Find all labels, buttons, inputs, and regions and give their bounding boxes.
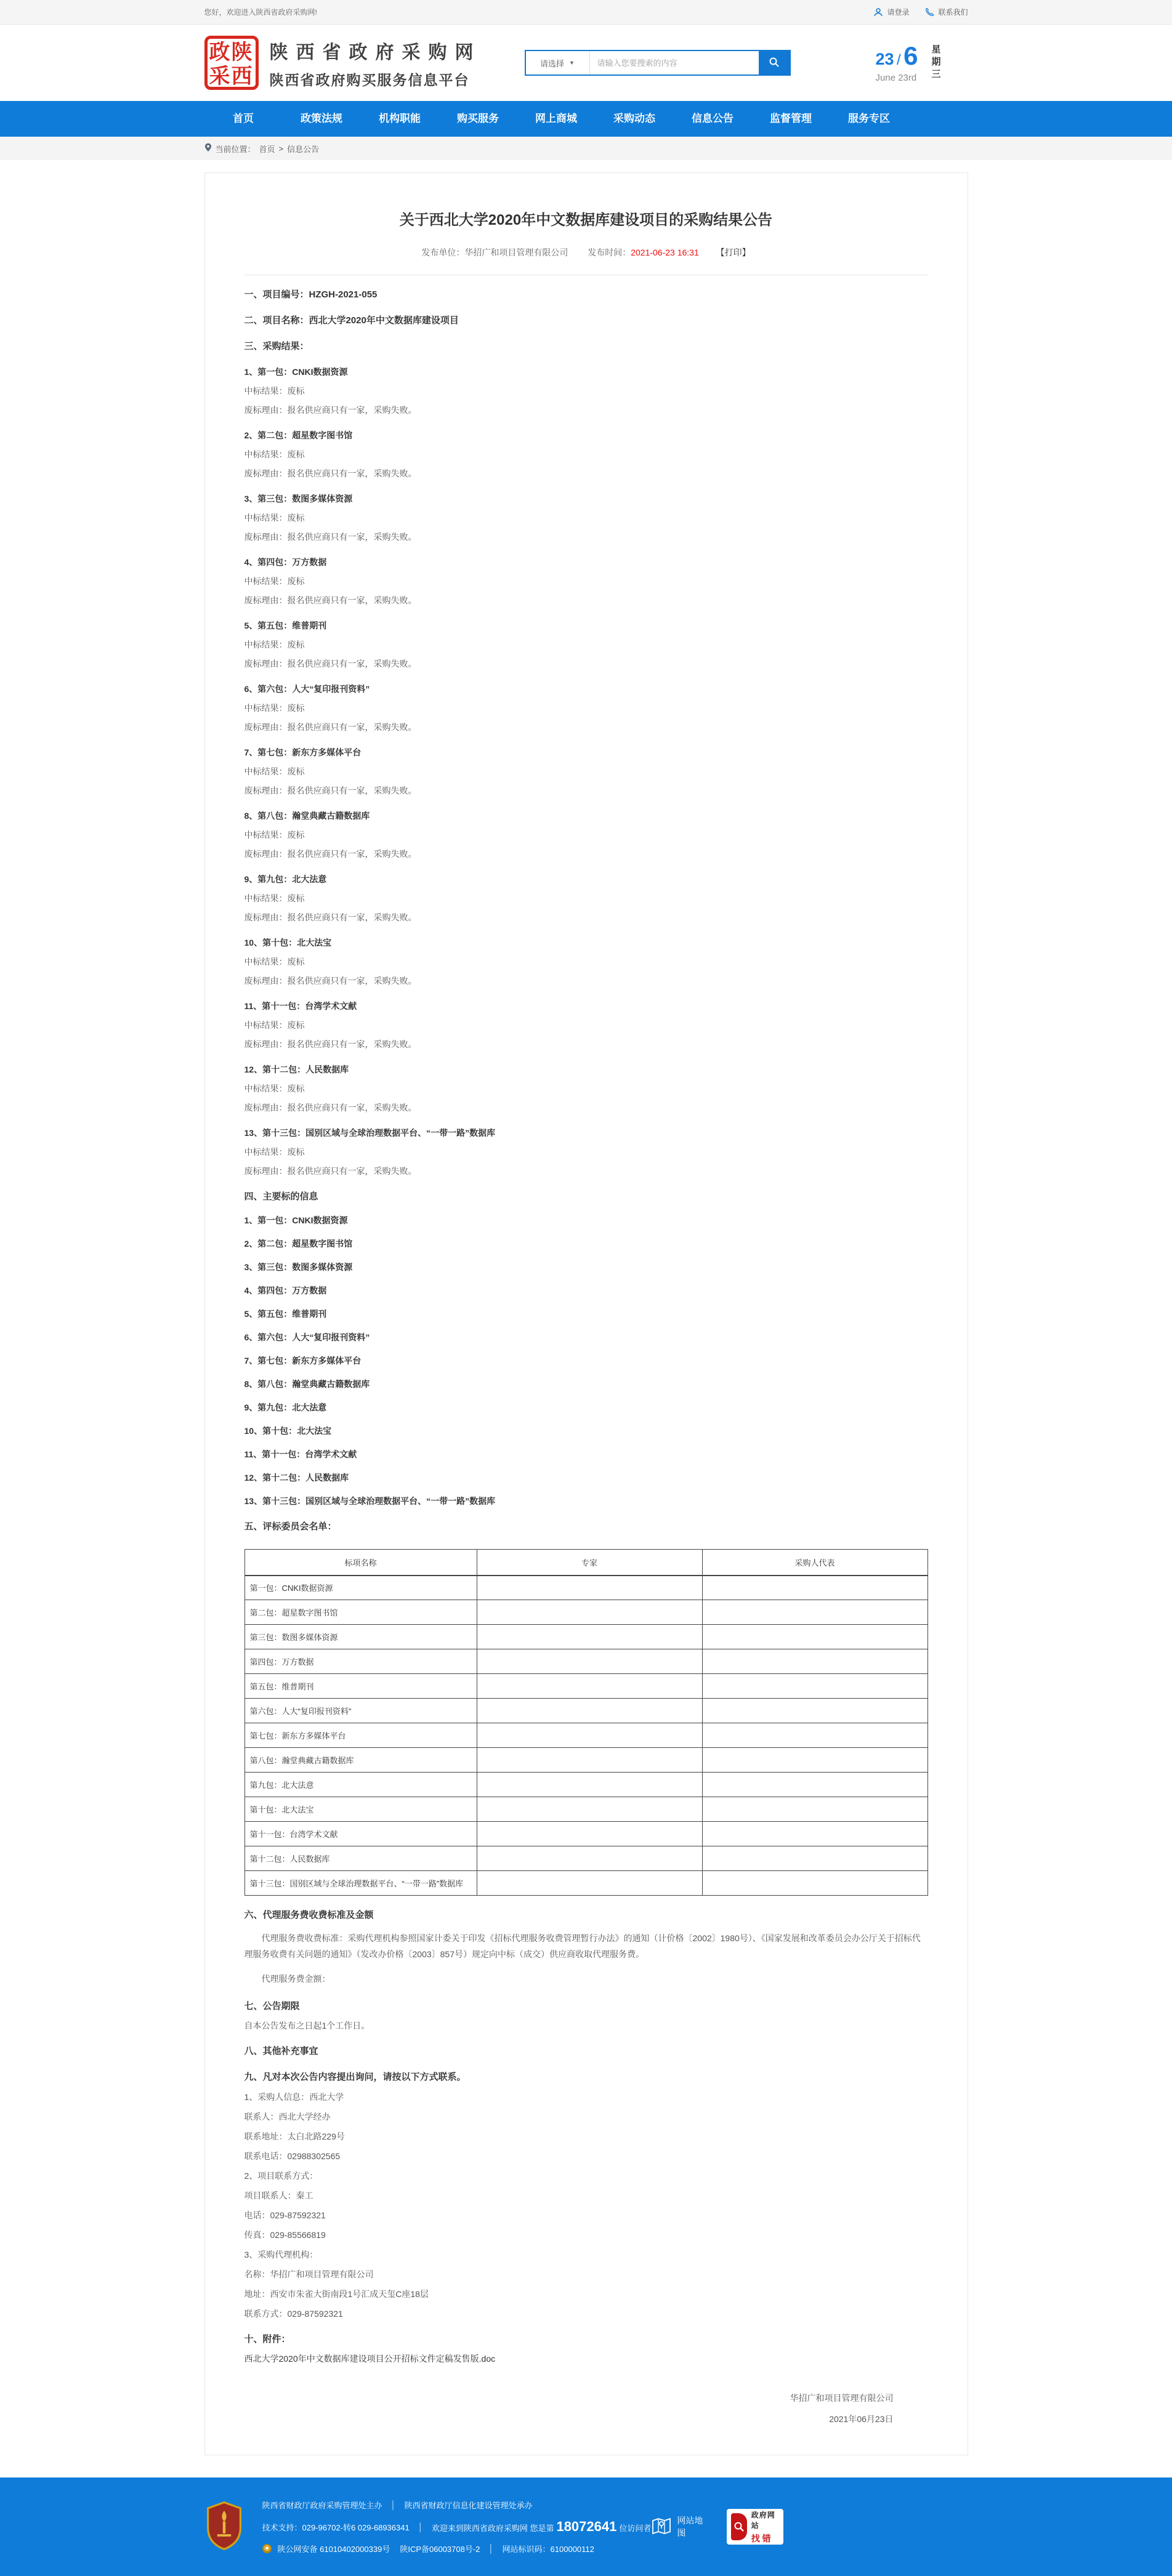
contact-link[interactable]: 联系我们 bbox=[925, 7, 968, 17]
cell-purchaser-rep bbox=[702, 1871, 927, 1896]
bid-reason-line: 废标理由：报名供应商只有一家，采购失败。 bbox=[244, 532, 417, 542]
cell-purchaser-rep bbox=[702, 1625, 927, 1649]
cell-purchaser-rep bbox=[702, 1748, 927, 1773]
bid-result-line: 中标结果：废标 bbox=[244, 1084, 305, 1093]
package-title: 2、第二包：超星数字图书馆 bbox=[244, 430, 353, 440]
footer-tech-support: 技术支持：029-96702-转6 029-68936341 bbox=[262, 2522, 410, 2532]
section-9-heading: 九、凡对本次公告内容提出询问，请按以下方式联系。 bbox=[244, 2072, 466, 2082]
date-widget: 23 / 6 June 23rd 星期三 bbox=[875, 41, 941, 83]
contact-line: 联系人：西北大学经办 bbox=[244, 2112, 331, 2122]
package-title: 13、第十三包：国别区域与全球治理数据平台、“一带一路”数据库 bbox=[244, 1128, 496, 1138]
footer-visitor-text: 欢迎来到陕西省政府采购网 您是第 18072641 位访问者 bbox=[431, 2519, 652, 2534]
cell-item-name: 第八包：瀚堂典藏古籍数据库 bbox=[245, 1748, 477, 1773]
date-english: June 23rd bbox=[875, 72, 917, 83]
bid-reason-line: 废标理由：报名供应商只有一家，采购失败。 bbox=[244, 849, 417, 859]
bid-reason-line: 废标理由：报名供应商只有一家，采购失败。 bbox=[244, 405, 417, 415]
section-8-heading: 八、其他补充事宜 bbox=[244, 2046, 318, 2056]
bid-reason-line: 废标理由：报名供应商只有一家，采购失败。 bbox=[244, 976, 417, 986]
bid-reason-line: 废标理由：报名供应商只有一家，采购失败。 bbox=[244, 595, 417, 605]
subject-item: 12、第十二包：人民数据库 bbox=[244, 1473, 349, 1483]
search-bar bbox=[525, 50, 791, 76]
cell-item-name: 第一包：CNKI数据资源 bbox=[245, 1576, 477, 1600]
bid-result-line: 中标结果：废标 bbox=[244, 640, 305, 650]
cell-item-name: 第十二包：人民数据库 bbox=[245, 1846, 477, 1871]
bid-reason-line: 废标理由：报名供应商只有一家，采购失败。 bbox=[244, 469, 417, 478]
package-title: 3、第三包：数图多媒体资源 bbox=[244, 494, 353, 504]
weekday-label: 星期三 bbox=[930, 44, 941, 81]
search-input[interactable] bbox=[590, 51, 759, 74]
bid-result-line: 中标结果：废标 bbox=[244, 830, 305, 840]
contact-line: 3、采购代理机构： bbox=[244, 2250, 318, 2260]
contact-line: 联系电话：02988302565 bbox=[244, 2151, 341, 2161]
col-header-expert: 专家 bbox=[477, 1550, 702, 1576]
cell-item-name: 第三包：数图多媒体资源 bbox=[245, 1625, 477, 1649]
location-pin-icon bbox=[204, 143, 212, 154]
cell-item-name: 第二包：超星数字图书馆 bbox=[245, 1600, 477, 1625]
section-10-heading: 十、附件： bbox=[244, 2334, 291, 2345]
table-row bbox=[245, 1600, 927, 1625]
signature-block bbox=[245, 2392, 928, 2425]
bid-reason-line: 废标理由：报名供应商只有一家，采购失败。 bbox=[244, 912, 417, 922]
bid-reason-line: 废标理由：报名供应商只有一家，采购失败。 bbox=[244, 722, 417, 732]
col-header-item-name: 标项名称 bbox=[245, 1550, 477, 1576]
subject-item: 10、第十包：北大法宝 bbox=[244, 1426, 332, 1436]
cell-expert bbox=[477, 1797, 702, 1822]
package-title: 7、第七包：新东方多媒体平台 bbox=[244, 747, 362, 757]
nav-item[interactable]: 机构职能 bbox=[379, 113, 421, 124]
phone-icon bbox=[925, 7, 934, 17]
subject-item: 1、第一包：CNKI数据资源 bbox=[244, 1215, 348, 1225]
package-title: 8、第八包：瀚堂典藏古籍数据库 bbox=[244, 811, 370, 821]
bid-reason-line: 废标理由：报名供应商只有一家，采购失败。 bbox=[244, 786, 417, 795]
bid-reason-line: 废标理由：报名供应商只有一家，采购失败。 bbox=[244, 1103, 417, 1113]
site-logo[interactable] bbox=[204, 36, 482, 90]
nav-item[interactable]: 首页 bbox=[233, 113, 254, 124]
notice-period: 自本公告发布之日起1个工作日。 bbox=[244, 2021, 370, 2031]
government-shield-icon bbox=[204, 2501, 244, 2553]
breadcrumb-home[interactable]: 首页 bbox=[259, 144, 275, 154]
contact-line: 联系地址：太白北路229号 bbox=[244, 2131, 345, 2141]
site-identification-code: 网站标识码：6100000112 bbox=[502, 2545, 594, 2554]
contact-line: 联系方式：029-87592321 bbox=[244, 2309, 343, 2319]
subject-item: 8、第八包：瀚堂典藏古籍数据库 bbox=[244, 1379, 370, 1389]
cell-expert bbox=[477, 1600, 702, 1625]
user-icon bbox=[873, 7, 883, 17]
bid-result-line: 中标结果：废标 bbox=[244, 449, 305, 459]
table-row bbox=[245, 1699, 927, 1723]
cell-purchaser-rep bbox=[702, 1576, 927, 1600]
cell-item-name: 第九包：北大法意 bbox=[245, 1773, 477, 1797]
logo-seal-icon: 政陕 采西 bbox=[204, 36, 259, 90]
footer-sponsor: 陕西省财政厅政府采购管理处主办 bbox=[262, 2501, 382, 2510]
top-utility-bar bbox=[0, 0, 1172, 25]
table-row bbox=[245, 1625, 927, 1649]
cell-purchaser-rep bbox=[702, 1846, 927, 1871]
package-title: 10、第十包：北大法宝 bbox=[244, 938, 332, 948]
map-icon bbox=[651, 2516, 672, 2538]
cell-item-name: 第六包：人大“复印报刊资料” bbox=[245, 1699, 477, 1723]
cell-item-name: 第五包：维普期刊 bbox=[245, 1674, 477, 1699]
bid-result-line: 中标结果：废标 bbox=[244, 1020, 305, 1030]
contact-line: 电话：029-87592321 bbox=[244, 2210, 326, 2220]
bid-result-line: 中标结果：废标 bbox=[244, 386, 305, 396]
section-4-heading: 四、主要标的信息 bbox=[244, 1191, 318, 1202]
bid-result-line: 中标结果：废标 bbox=[244, 767, 305, 776]
site-subtitle: 陕西省政府购买服务信息平台 bbox=[269, 71, 470, 88]
search-button[interactable] bbox=[759, 51, 790, 74]
contact-line: 名称：华招广和项目管理有限公司 bbox=[244, 2269, 374, 2279]
cell-item-name: 第七包：新东方多媒体平台 bbox=[245, 1723, 477, 1748]
public-security-filing-link[interactable]: 陕公网安备 61010402000339号 bbox=[277, 2545, 390, 2554]
bid-result-line: 中标结果：废标 bbox=[244, 513, 305, 523]
cell-purchaser-rep bbox=[702, 1797, 927, 1822]
breadcrumb-current[interactable]: 信息公告 bbox=[287, 144, 320, 154]
sitemap-link[interactable]: 网站地图 bbox=[651, 2514, 704, 2539]
signature-company: 华招广和项目管理有限公司 bbox=[790, 2393, 894, 2403]
bid-reason-line: 废标理由：报名供应商只有一家，采购失败。 bbox=[244, 1039, 417, 1049]
subject-item: 11、第十一包：台湾学术文献 bbox=[244, 1449, 357, 1459]
nav-item[interactable]: 购买服务 bbox=[457, 113, 499, 124]
footer-organizer: 陕西省财政厅信息化建设管理处承办 bbox=[404, 2501, 533, 2510]
search-category-select[interactable]: 请选择 ▼ bbox=[526, 51, 590, 74]
package-title: 4、第四包：万方数据 bbox=[244, 557, 327, 567]
bid-reason-line: 废标理由：报名供应商只有一家，采购失败。 bbox=[244, 659, 417, 669]
subject-item: 7、第七包：新东方多媒体平台 bbox=[244, 1356, 362, 1366]
col-header-purchaser-rep: 采购人代表 bbox=[702, 1550, 927, 1576]
table-row bbox=[245, 1797, 927, 1822]
agency-fee-standard: 代理服务费收费标准：采购代理机构参照国家计委关于印发《招标代理服务收费管理暂行办法》的通知（计价格〔2002〕1980号）、《国家发展和改革委员会办公厅关于招标代理服务收费有关问题的通知》（发改办价格〔2003〕857号）规定向中标（成交）供应商收取代理服务费。 bbox=[244, 1933, 921, 1959]
publisher-label: 发布单位： bbox=[421, 248, 465, 257]
subject-item: 4、第四包：万方数据 bbox=[244, 1286, 327, 1295]
contact-line: 传真：029-85566819 bbox=[244, 2230, 326, 2240]
bid-results-list bbox=[245, 366, 928, 1177]
publish-time-label: 发布时间： bbox=[588, 248, 631, 257]
table-row bbox=[245, 1723, 927, 1748]
site-name: 陕西省政府采购网 bbox=[269, 42, 482, 63]
icp-filing-link[interactable]: 陕ICP备06003708号-2 bbox=[400, 2545, 480, 2554]
contact-line: 2、项目联系方式： bbox=[244, 2171, 318, 2181]
subject-item: 9、第九包：北大法意 bbox=[244, 1403, 327, 1412]
table-row bbox=[245, 1846, 927, 1871]
table-row bbox=[245, 1576, 927, 1600]
site-header bbox=[0, 25, 1172, 101]
cell-purchaser-rep bbox=[702, 1723, 927, 1748]
article-meta bbox=[245, 246, 928, 259]
error-report-badge[interactable] bbox=[727, 2509, 783, 2545]
cell-expert bbox=[477, 1674, 702, 1699]
cell-expert bbox=[477, 1625, 702, 1649]
package-title: 9、第九包：北大法意 bbox=[244, 874, 327, 884]
table-row bbox=[245, 1773, 927, 1797]
breadcrumb-prefix: 当前位置： bbox=[215, 144, 256, 154]
package-title: 1、第一包：CNKI数据资源 bbox=[244, 367, 348, 377]
page-title: 关于西北大学2020年中文数据库建设项目的采购结果公告 bbox=[399, 212, 773, 228]
cell-purchaser-rep bbox=[702, 1649, 927, 1674]
nav-item[interactable]: 政策法规 bbox=[301, 113, 342, 124]
section-3-heading: 三、采购结果： bbox=[244, 341, 309, 352]
announcement-card bbox=[204, 172, 968, 2455]
cell-item-name: 第十三包：国别区域与全球治理数据平台、“一带一路”数据库 bbox=[245, 1871, 477, 1896]
search-icon bbox=[769, 57, 780, 70]
cell-item-name: 第十一包：台湾学术文献 bbox=[245, 1822, 477, 1846]
section-1-heading: 一、项目编号：HZGH-2021-055 bbox=[244, 289, 378, 300]
print-button[interactable]: 【打印】 bbox=[716, 248, 751, 257]
bid-result-line: 中标结果：废标 bbox=[244, 576, 305, 586]
cell-expert bbox=[477, 1871, 702, 1896]
error-badge-title: 政府网站 bbox=[751, 2510, 775, 2530]
cell-purchaser-rep bbox=[702, 1600, 927, 1625]
table-row bbox=[245, 1748, 927, 1773]
article-body bbox=[245, 289, 928, 2425]
subject-item: 6、第六包：人大“复印报刊资料” bbox=[244, 1332, 370, 1342]
visitor-count: 18072641 bbox=[556, 2519, 617, 2534]
subject-item: 13、第十三包：国别区域与全球治理数据平台、“一带一路”数据库 bbox=[244, 1496, 496, 1506]
error-badge-action: 找错 bbox=[751, 2533, 774, 2543]
contact-line: 地址：西安市朱雀大街南段1号汇成天玺C座18层 bbox=[244, 2289, 429, 2299]
cell-expert bbox=[477, 1748, 702, 1773]
cell-expert bbox=[477, 1649, 702, 1674]
bid-result-line: 中标结果：废标 bbox=[244, 957, 305, 967]
agency-fee-amount: 代理服务费金额： bbox=[261, 1974, 331, 1984]
cell-purchaser-rep bbox=[702, 1822, 927, 1846]
attachment-link[interactable]: 西北大学2020年中文数据库建设项目公开招标文件定稿发售版.doc bbox=[244, 2354, 496, 2364]
subject-item: 2、第二包：超星数字图书馆 bbox=[244, 1239, 353, 1249]
breadcrumb-bar bbox=[0, 137, 1172, 160]
welcome-text: 您好，欢迎进入陕西省政府采购网! bbox=[204, 8, 317, 17]
package-title: 12、第十二包：人民数据库 bbox=[244, 1065, 349, 1074]
error-badge-magnifier-icon bbox=[731, 2513, 747, 2540]
site-footer: 陕西省财政厅政府采购管理处主办 │ 陕西省财政厅信息化建设管理处承办 技术支持：029-96702-转6 029-68936341 │ 欢迎来到陕西省政府采购网 您是第 18072641 位访问者 陕公网安备 61010402000339号 陕ICP备06003708号-2 │ 网站标识码：6100000112 网站地图 政府网站 找错 bbox=[0, 2477, 1172, 2576]
subject-item: 3、第三包：数图多媒体资源 bbox=[244, 1262, 353, 1272]
cell-item-name: 第四包：万方数据 bbox=[245, 1649, 477, 1674]
committee-table bbox=[245, 1549, 928, 1896]
table-row bbox=[245, 1649, 927, 1674]
cell-expert bbox=[477, 1699, 702, 1723]
nav-item[interactable]: 监督管理 bbox=[770, 113, 812, 124]
breadcrumb-separator: > bbox=[278, 143, 284, 153]
login-link[interactable]: 请登录 bbox=[873, 7, 909, 17]
section-2-heading: 二、项目名称：西北大学2020年中文数据库建设项目 bbox=[244, 315, 459, 326]
contact-list bbox=[245, 2091, 928, 2320]
package-title: 11、第十一包：台湾学术文献 bbox=[244, 1001, 357, 1011]
cell-expert bbox=[477, 1576, 702, 1600]
nav-item[interactable]: 服务专区 bbox=[848, 113, 890, 124]
signature-date: 2021年06月23日 bbox=[829, 2414, 894, 2424]
chevron-down-icon: ▼ bbox=[569, 60, 575, 66]
cell-purchaser-rep bbox=[702, 1773, 927, 1797]
section-5-heading: 五、评标委员会名单： bbox=[244, 1521, 337, 1532]
police-badge-icon bbox=[262, 2544, 272, 2553]
table-row bbox=[245, 1674, 927, 1699]
bid-result-line: 中标结果：废标 bbox=[244, 703, 305, 713]
cell-expert bbox=[477, 1822, 702, 1846]
subject-info-list bbox=[245, 1214, 928, 1507]
main-nav bbox=[0, 101, 1172, 137]
section-7-heading: 七、公告期限 bbox=[244, 2001, 300, 2011]
contact-line: 项目联系人：秦工 bbox=[244, 2191, 313, 2200]
package-title: 6、第六包：人大“复印报刊资料” bbox=[244, 684, 370, 694]
bid-reason-line: 废标理由：报名供应商只有一家，采购失败。 bbox=[244, 1166, 417, 1176]
cell-expert bbox=[477, 1846, 702, 1871]
table-row bbox=[245, 1871, 927, 1896]
nav-item[interactable]: 采购动态 bbox=[613, 113, 655, 124]
cell-purchaser-rep bbox=[702, 1699, 927, 1723]
publish-time-value: 2021-06-23 16:31 bbox=[631, 248, 699, 257]
nav-item[interactable]: 网上商城 bbox=[535, 113, 577, 124]
cell-item-name: 第十包：北大法宝 bbox=[245, 1797, 477, 1822]
contact-line: 1、采购人信息：西北大学 bbox=[244, 2092, 344, 2102]
cell-expert bbox=[477, 1723, 702, 1748]
section-6-heading: 六、代理服务费收费标准及金额 bbox=[244, 1910, 374, 1920]
bid-result-line: 中标结果：废标 bbox=[244, 1147, 305, 1157]
publisher-value: 华招广和项目管理有限公司 bbox=[464, 248, 568, 257]
cell-purchaser-rep bbox=[702, 1674, 927, 1699]
nav-item[interactable]: 信息公告 bbox=[692, 113, 734, 124]
table-row bbox=[245, 1822, 927, 1846]
subject-item: 5、第五包：维普期刊 bbox=[244, 1309, 327, 1319]
cell-expert bbox=[477, 1773, 702, 1797]
package-title: 5、第五包：维普期刊 bbox=[244, 621, 327, 630]
bid-result-line: 中标结果：废标 bbox=[244, 893, 305, 903]
